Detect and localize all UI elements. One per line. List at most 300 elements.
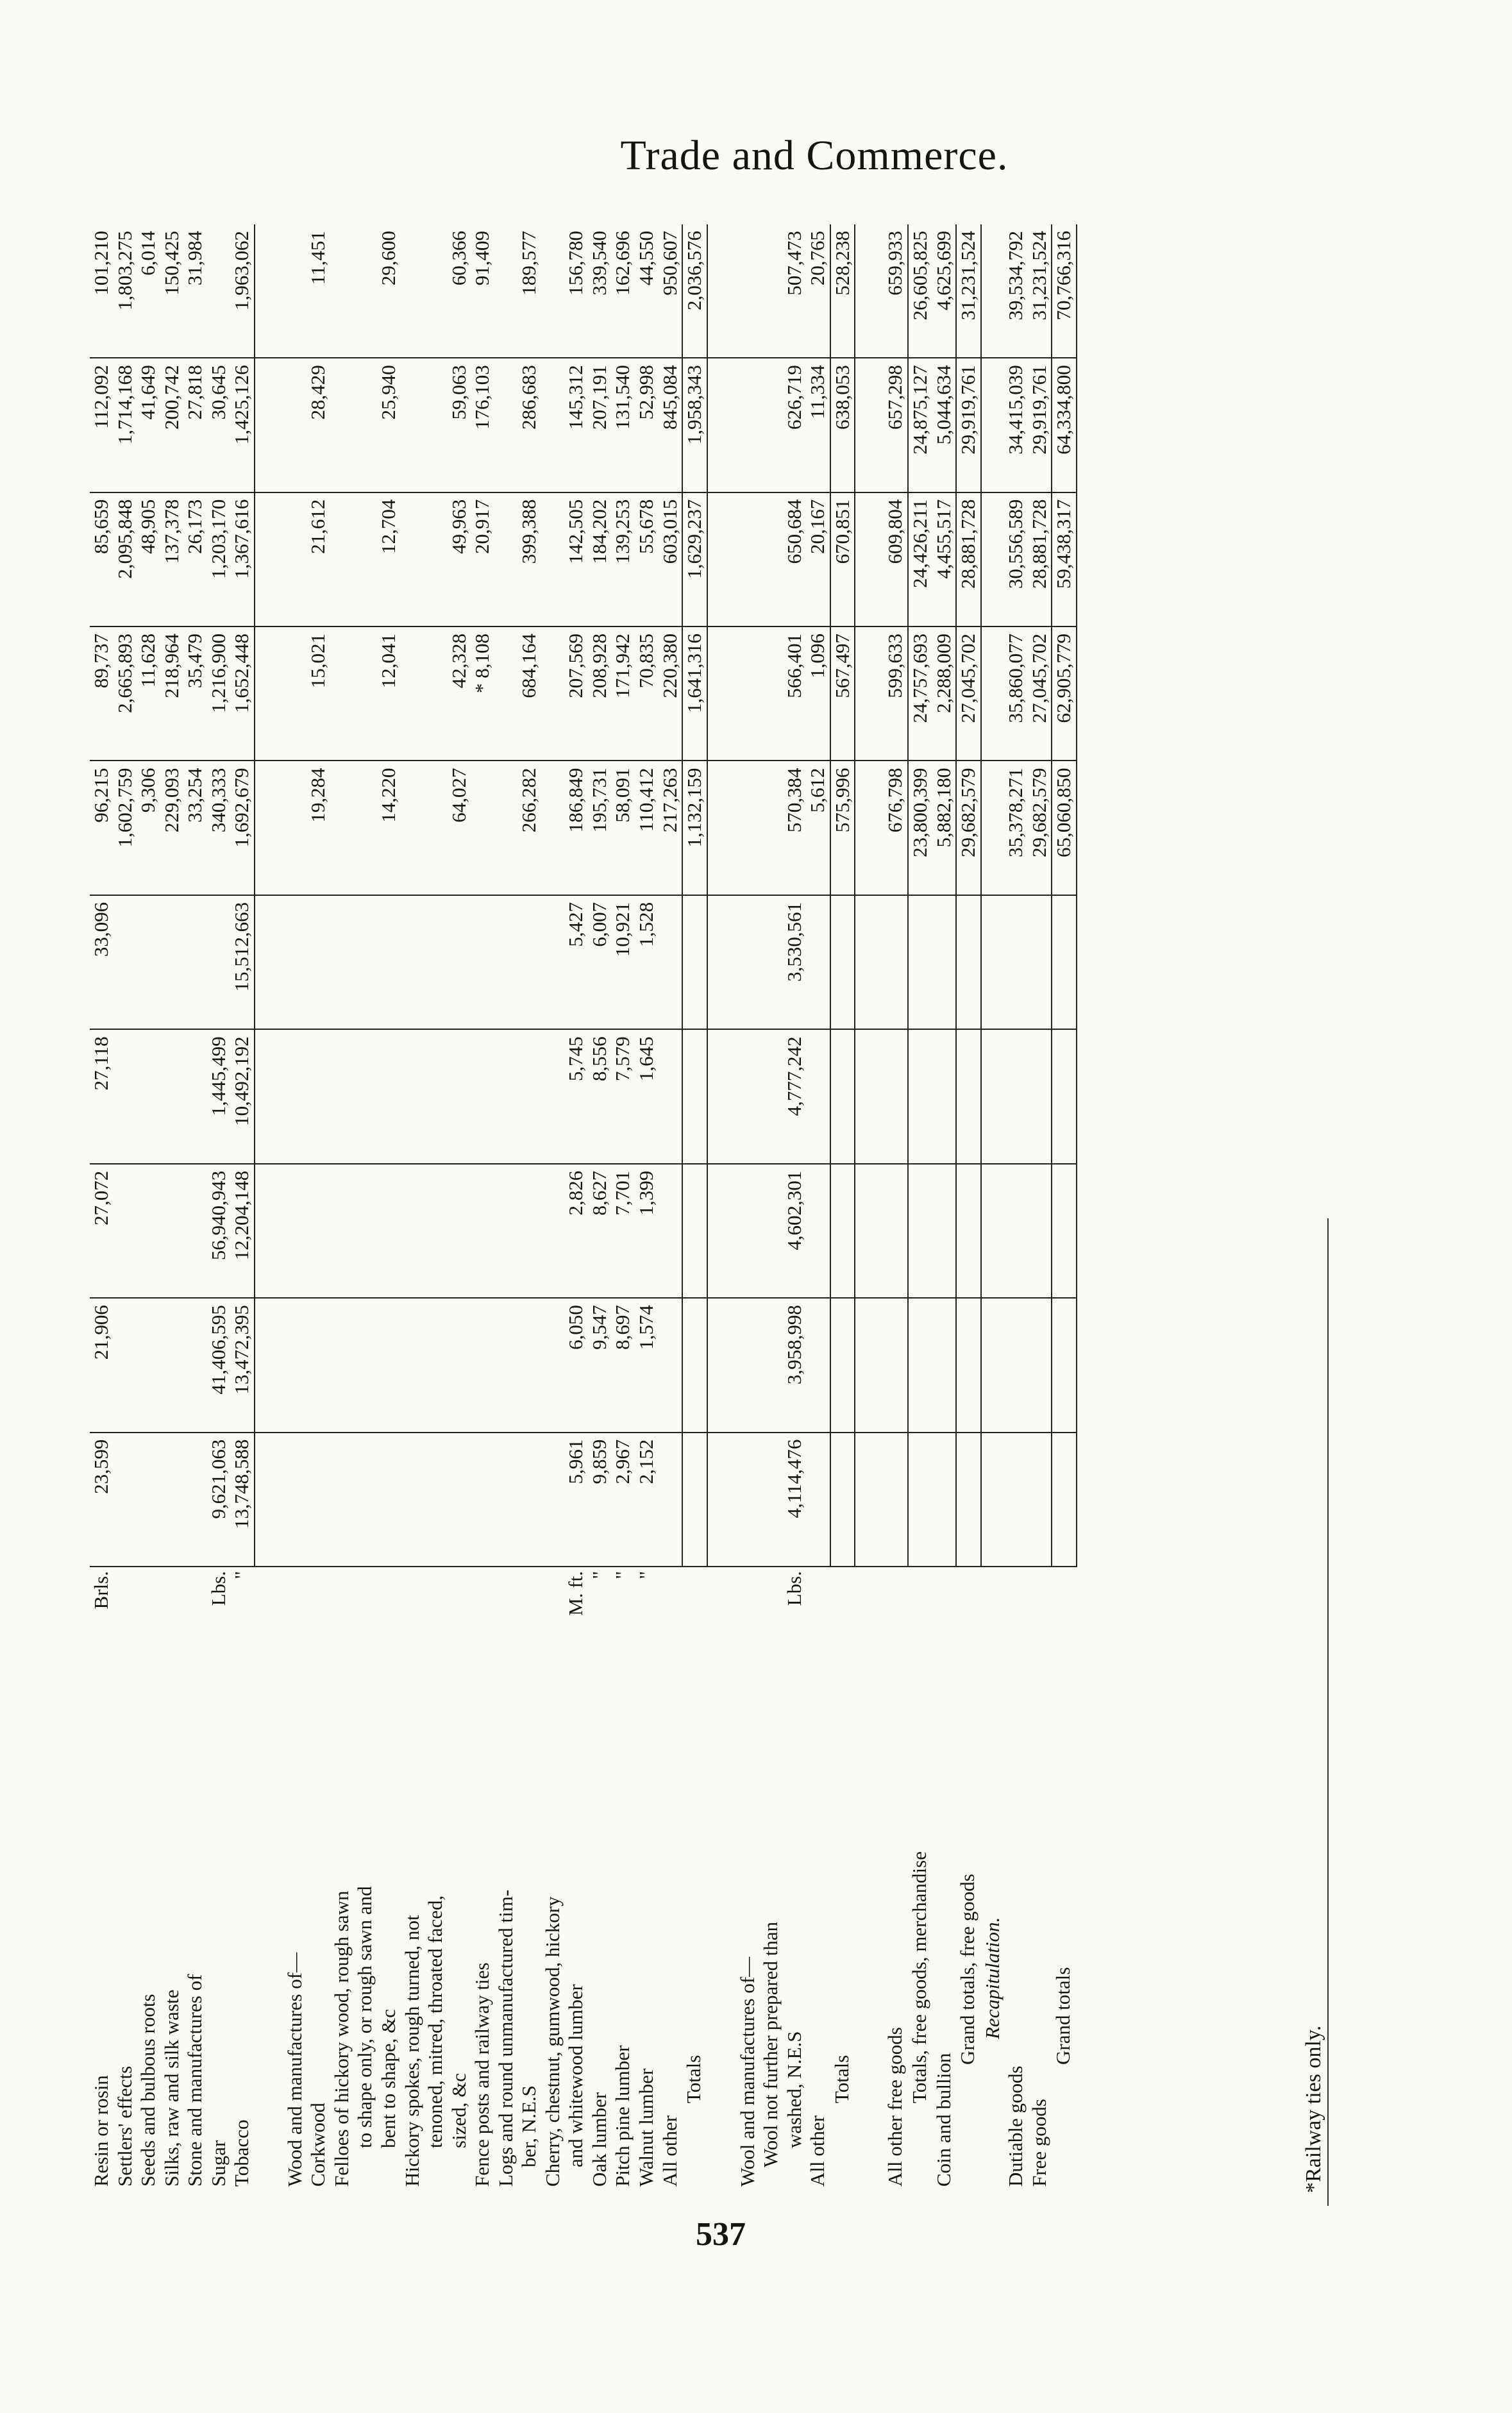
table-cell bbox=[682, 1298, 707, 1432]
table-cell: 609,804 bbox=[884, 492, 908, 626]
table-cell: 650,684 bbox=[783, 492, 807, 626]
table-cell bbox=[884, 1029, 908, 1163]
table-cell bbox=[981, 1029, 1005, 1163]
table-row bbox=[736, 224, 760, 2193]
table-row bbox=[90, 224, 113, 2193]
table-cell: 70,835 bbox=[635, 626, 659, 761]
table-cell: 58,091 bbox=[611, 761, 635, 895]
table-cell bbox=[330, 1164, 354, 1298]
table-cell bbox=[759, 358, 783, 492]
table-cell: 1,216,900 bbox=[207, 626, 231, 761]
table-cell: 29,682,579 bbox=[1028, 761, 1052, 895]
table-cell bbox=[1052, 1298, 1077, 1432]
table-body bbox=[90, 224, 1077, 2193]
table-cell bbox=[707, 895, 736, 1029]
table-cell bbox=[884, 1164, 908, 1298]
table-cell: 5,961 bbox=[564, 1433, 588, 1567]
table-cell bbox=[806, 1029, 830, 1163]
table-row bbox=[956, 224, 981, 2193]
table-cell bbox=[330, 224, 354, 358]
table-cell bbox=[855, 1298, 884, 1432]
table-cell: 567,497 bbox=[830, 626, 855, 761]
table-cell bbox=[401, 761, 424, 895]
row-label bbox=[255, 1622, 283, 2193]
table-cell bbox=[517, 1164, 541, 1298]
table-row bbox=[230, 224, 255, 2193]
table-cell bbox=[759, 626, 783, 761]
row-unit bbox=[330, 1567, 354, 1622]
table-cell bbox=[707, 1029, 736, 1163]
row-unit bbox=[884, 1567, 908, 1622]
table-cell: 286,683 bbox=[517, 358, 541, 492]
row-label: tenoned, mitred, throated faced, bbox=[424, 1895, 447, 2148]
table-cell bbox=[759, 1298, 783, 1432]
table-cell bbox=[137, 1164, 160, 1298]
table-cell: 7,579 bbox=[611, 1029, 635, 1163]
table-cell bbox=[1052, 1029, 1077, 1163]
table-cell bbox=[424, 224, 448, 358]
table-cell: 670,851 bbox=[830, 492, 855, 626]
table-cell: 162,696 bbox=[611, 224, 635, 358]
table-cell: 55,678 bbox=[635, 492, 659, 626]
row-label: Totals bbox=[830, 2055, 853, 2103]
table-cell bbox=[160, 1164, 184, 1298]
row-unit bbox=[682, 1567, 707, 1622]
table-cell bbox=[956, 1164, 981, 1298]
table-cell: 65,060,850 bbox=[1052, 761, 1077, 895]
table-cell bbox=[401, 1164, 424, 1298]
table-cell bbox=[401, 1029, 424, 1163]
table-row bbox=[448, 224, 471, 2193]
table-row bbox=[588, 224, 612, 2193]
table-cell: 23,599 bbox=[90, 1433, 113, 1567]
table-cell bbox=[255, 492, 283, 626]
table-cell bbox=[1028, 1029, 1052, 1163]
row-unit: " bbox=[611, 1571, 634, 1579]
table-cell: 2,967 bbox=[611, 1433, 635, 1567]
table-cell bbox=[448, 1298, 471, 1432]
table-cell bbox=[855, 895, 884, 1029]
table-cell: 64,027 bbox=[448, 761, 471, 895]
table-cell bbox=[448, 1164, 471, 1298]
table-cell bbox=[353, 1433, 377, 1567]
table-cell: 42,328 bbox=[448, 626, 471, 761]
table-cell: 39,534,792 bbox=[1004, 224, 1028, 358]
table-cell bbox=[981, 761, 1005, 895]
table-row bbox=[855, 224, 884, 2193]
table-cell: 13,472,395 bbox=[230, 1298, 255, 1432]
table-cell: 1,629,237 bbox=[682, 492, 707, 626]
table-cell bbox=[377, 1029, 401, 1163]
table-cell bbox=[981, 358, 1005, 492]
table-cell: 2,288,009 bbox=[932, 626, 957, 761]
table-cell bbox=[659, 1029, 683, 1163]
table-cell bbox=[448, 1433, 471, 1567]
table-cell: 208,928 bbox=[588, 626, 612, 761]
table-cell bbox=[307, 1298, 330, 1432]
row-unit bbox=[255, 1567, 283, 1622]
row-label: Wood and manufactures of— bbox=[283, 1952, 306, 2187]
table-cell: 21,906 bbox=[90, 1298, 113, 1432]
table-cell: 35,479 bbox=[183, 626, 207, 761]
table-cell: 33,254 bbox=[183, 761, 207, 895]
table-cell: 12,204,148 bbox=[230, 1164, 255, 1298]
table-cell bbox=[448, 1029, 471, 1163]
table-cell bbox=[884, 1433, 908, 1567]
table-cell bbox=[541, 626, 565, 761]
row-label bbox=[707, 1622, 736, 2193]
table-cell: 171,942 bbox=[611, 626, 635, 761]
row-unit bbox=[401, 1567, 424, 1622]
table-row bbox=[353, 224, 377, 2193]
row-unit: Lbs. bbox=[782, 1571, 805, 1606]
table-cell: 200,742 bbox=[160, 358, 184, 492]
row-label: Silks, raw and silk waste bbox=[160, 1989, 183, 2187]
row-unit bbox=[1004, 1567, 1028, 1622]
table-cell bbox=[1052, 1433, 1077, 1567]
table-cell bbox=[401, 358, 424, 492]
table-cell: 2,826 bbox=[564, 1164, 588, 1298]
table-cell bbox=[283, 358, 307, 492]
table-row bbox=[283, 224, 307, 2193]
page-number: 537 bbox=[696, 2216, 746, 2253]
row-unit bbox=[377, 1567, 401, 1622]
table-cell bbox=[113, 1029, 137, 1163]
table-cell: 60,366 bbox=[448, 224, 471, 358]
row-label: Pitch pine lumber bbox=[611, 2045, 634, 2187]
table-cell bbox=[908, 1298, 932, 1432]
table-cell: 31,984 bbox=[183, 224, 207, 358]
table-cell: 48,905 bbox=[137, 492, 160, 626]
table-cell bbox=[401, 895, 424, 1029]
row-unit bbox=[707, 1567, 736, 1622]
table-row bbox=[307, 224, 330, 2193]
row-unit bbox=[1028, 1567, 1052, 1622]
row-label: Fence posts and railway ties bbox=[471, 1962, 494, 2187]
table-cell: 20,917 bbox=[471, 492, 494, 626]
table-cell: 10,492,192 bbox=[230, 1029, 255, 1163]
table-cell bbox=[707, 492, 736, 626]
row-label: Wool and manufactures of— bbox=[735, 1956, 759, 2187]
table-row bbox=[564, 224, 588, 2193]
table-cell bbox=[207, 224, 231, 358]
table-cell: 10,921 bbox=[611, 895, 635, 1029]
table-cell bbox=[759, 492, 783, 626]
table-cell: 1,203,170 bbox=[207, 492, 231, 626]
table-cell: 29,682,579 bbox=[956, 761, 981, 895]
table-cell bbox=[759, 224, 783, 358]
table-row bbox=[806, 224, 830, 2193]
table-cell: 1,714,168 bbox=[113, 358, 137, 492]
table-row bbox=[932, 224, 957, 2193]
table-cell bbox=[830, 1298, 855, 1432]
table-cell bbox=[806, 895, 830, 1029]
row-label: Cherry, chestnut, gumwood, hickory bbox=[541, 1896, 564, 2187]
table-cell bbox=[255, 1433, 283, 1567]
row-label: to shape only, or rough sawn and bbox=[353, 1886, 376, 2148]
table-cell: 1,425,126 bbox=[230, 358, 255, 492]
row-unit bbox=[932, 1567, 957, 1622]
table-cell bbox=[1004, 1433, 1028, 1567]
table-cell: 217,263 bbox=[659, 761, 683, 895]
table-cell: 21,612 bbox=[307, 492, 330, 626]
row-unit: " bbox=[587, 1571, 610, 1579]
table-cell: 657,298 bbox=[884, 358, 908, 492]
table-cell: 207,191 bbox=[588, 358, 612, 492]
table-cell: 3,958,998 bbox=[783, 1298, 807, 1432]
table-cell: 12,041 bbox=[377, 626, 401, 761]
row-unit bbox=[517, 1567, 541, 1622]
table-cell: 28,429 bbox=[307, 358, 330, 492]
table-cell bbox=[401, 492, 424, 626]
table-cell bbox=[494, 224, 518, 358]
table-cell bbox=[330, 358, 354, 492]
table-cell bbox=[494, 626, 518, 761]
table-cell bbox=[736, 358, 760, 492]
table-cell: 1,958,343 bbox=[682, 358, 707, 492]
table-cell bbox=[736, 761, 760, 895]
table-cell bbox=[830, 1164, 855, 1298]
table-cell bbox=[707, 626, 736, 761]
table-cell bbox=[759, 1164, 783, 1298]
table-cell bbox=[855, 224, 884, 358]
footnote: *Railway ties only. bbox=[1302, 2025, 1325, 2193]
table-cell: 1,963,062 bbox=[230, 224, 255, 358]
table-cell: 1,641,316 bbox=[682, 626, 707, 761]
table-cell bbox=[1028, 1164, 1052, 1298]
table-cell: 220,380 bbox=[659, 626, 683, 761]
table-cell: 30,556,589 bbox=[1004, 492, 1028, 626]
table-cell bbox=[424, 1298, 448, 1432]
table-cell bbox=[494, 895, 518, 1029]
table-cell: 676,798 bbox=[884, 761, 908, 895]
table-cell bbox=[330, 895, 354, 1029]
table-cell bbox=[659, 1433, 683, 1567]
table-cell: 2,152 bbox=[635, 1433, 659, 1567]
row-label: Felloes of hickory wood, rough sawn bbox=[330, 1890, 353, 2187]
table-cell bbox=[541, 492, 565, 626]
table-cell bbox=[255, 1298, 283, 1432]
table-cell bbox=[956, 1433, 981, 1567]
row-label: Hickory spokes, rough turned, not bbox=[400, 1915, 423, 2187]
table-row bbox=[908, 224, 932, 2193]
table-cell bbox=[517, 1433, 541, 1567]
table-cell bbox=[494, 1298, 518, 1432]
table-cell bbox=[471, 1164, 494, 1298]
table-cell bbox=[401, 626, 424, 761]
row-label: sized, &c bbox=[447, 2072, 470, 2148]
row-label: Grand totals, free goods bbox=[956, 1874, 979, 2065]
table-cell: 70,766,316 bbox=[1052, 224, 1077, 358]
table-cell: 27,045,702 bbox=[956, 626, 981, 761]
table-cell: 659,933 bbox=[884, 224, 908, 358]
table-cell bbox=[183, 1298, 207, 1432]
table-cell bbox=[884, 1298, 908, 1432]
table-cell bbox=[330, 626, 354, 761]
table-cell bbox=[908, 895, 932, 1029]
table-row bbox=[1052, 224, 1077, 2193]
table-cell: 110,412 bbox=[635, 761, 659, 895]
row-unit bbox=[307, 1567, 330, 1622]
table-cell bbox=[517, 895, 541, 1029]
table-cell bbox=[1052, 895, 1077, 1029]
table-row bbox=[471, 224, 494, 2193]
table-cell: 399,388 bbox=[517, 492, 541, 626]
table-cell: 2,095,848 bbox=[113, 492, 137, 626]
table-cell bbox=[908, 1433, 932, 1567]
table-cell: 845,084 bbox=[659, 358, 683, 492]
table-cell bbox=[517, 1298, 541, 1432]
table-cell bbox=[759, 761, 783, 895]
table-row bbox=[113, 224, 137, 2193]
table-cell: 91,409 bbox=[471, 224, 494, 358]
table-cell bbox=[981, 1164, 1005, 1298]
table-cell: 4,625,699 bbox=[932, 224, 957, 358]
table-cell bbox=[541, 761, 565, 895]
table-cell bbox=[541, 1298, 565, 1432]
row-unit bbox=[113, 1567, 137, 1622]
table-cell: 6,007 bbox=[588, 895, 612, 1029]
table-cell bbox=[471, 1433, 494, 1567]
table-row bbox=[541, 224, 565, 2193]
table-cell bbox=[736, 224, 760, 358]
table-cell bbox=[183, 895, 207, 1029]
table-cell bbox=[855, 492, 884, 626]
table-cell: 89,737 bbox=[90, 626, 113, 761]
table-cell: 28,881,728 bbox=[1028, 492, 1052, 626]
table-cell: 507,473 bbox=[783, 224, 807, 358]
table-row bbox=[494, 224, 518, 2193]
page-header bbox=[0, 0, 1512, 192]
table-cell: 9,621,063 bbox=[207, 1433, 231, 1567]
table-cell bbox=[401, 1433, 424, 1567]
row-label: Sugar bbox=[206, 2140, 230, 2187]
table-cell bbox=[494, 1433, 518, 1567]
table-cell bbox=[981, 1298, 1005, 1432]
table-cell: 4,114,476 bbox=[783, 1433, 807, 1567]
table-cell bbox=[283, 1298, 307, 1432]
table-cell: 186,849 bbox=[564, 761, 588, 895]
row-label: and whitewood lumber bbox=[564, 1984, 587, 2167]
table-cell: 1,399 bbox=[635, 1164, 659, 1298]
rotated-table bbox=[90, 224, 1347, 2193]
table-cell: 27,072 bbox=[90, 1164, 113, 1298]
row-label: Oak lumber bbox=[587, 2092, 610, 2187]
table-cell bbox=[682, 1433, 707, 1567]
table-cell bbox=[707, 1298, 736, 1432]
table-cell: 62,905,779 bbox=[1052, 626, 1077, 761]
table-cell bbox=[113, 1433, 137, 1567]
table-cell: 1,803,275 bbox=[113, 224, 137, 358]
table-cell bbox=[494, 1029, 518, 1163]
row-label: Settlers' effects bbox=[113, 2065, 136, 2187]
row-unit bbox=[353, 1567, 377, 1622]
row-label: All other bbox=[658, 2115, 681, 2187]
row-label: Totals, free goods, merchandise bbox=[907, 1851, 930, 2103]
table-cell bbox=[908, 1029, 932, 1163]
table-cell: 7,701 bbox=[611, 1164, 635, 1298]
table-cell bbox=[377, 895, 401, 1029]
table-cell bbox=[330, 492, 354, 626]
table-cell: 49,963 bbox=[448, 492, 471, 626]
table-cell bbox=[981, 626, 1005, 761]
table-cell: 950,607 bbox=[659, 224, 683, 358]
row-label: Dutiable goods bbox=[1004, 2065, 1027, 2187]
table-cell bbox=[353, 1298, 377, 1432]
table-cell: 8,556 bbox=[588, 1029, 612, 1163]
table-cell: 112,092 bbox=[90, 358, 113, 492]
table-cell: 156,780 bbox=[564, 224, 588, 358]
table-cell bbox=[932, 1029, 957, 1163]
table-cell bbox=[659, 1164, 683, 1298]
table-cell: 25,940 bbox=[377, 358, 401, 492]
trade-table-container bbox=[90, 224, 1347, 2193]
table-cell bbox=[707, 358, 736, 492]
table-cell: 13,748,588 bbox=[230, 1433, 255, 1567]
row-label: Resin or rosin bbox=[90, 2075, 112, 2187]
row-label: Seeds and bulbous roots bbox=[137, 1994, 160, 2187]
table-cell: 189,577 bbox=[517, 224, 541, 358]
table-cell bbox=[932, 1164, 957, 1298]
table-cell: 150,425 bbox=[160, 224, 184, 358]
row-unit bbox=[283, 1567, 307, 1622]
row-unit bbox=[659, 1567, 683, 1622]
table-cell: 31,231,524 bbox=[956, 224, 981, 358]
table-cell: 24,426,211 bbox=[908, 492, 932, 626]
table-cell: 96,215 bbox=[90, 761, 113, 895]
table-cell: 11,334 bbox=[806, 358, 830, 492]
table-cell: 27,045,702 bbox=[1028, 626, 1052, 761]
table-cell bbox=[806, 1164, 830, 1298]
table-cell: 41,649 bbox=[137, 358, 160, 492]
table-cell: 6,050 bbox=[564, 1298, 588, 1432]
table-cell bbox=[956, 1298, 981, 1432]
table-cell: 59,438,317 bbox=[1052, 492, 1077, 626]
table-cell: 1,132,159 bbox=[682, 761, 707, 895]
table-cell bbox=[307, 895, 330, 1029]
table-cell bbox=[830, 1029, 855, 1163]
table-cell bbox=[736, 895, 760, 1029]
table-cell: 9,859 bbox=[588, 1433, 612, 1567]
table-cell bbox=[1028, 1433, 1052, 1567]
table-cell bbox=[494, 1164, 518, 1298]
table-row bbox=[611, 224, 635, 2193]
table-cell bbox=[682, 1029, 707, 1163]
table-cell bbox=[494, 358, 518, 492]
table-cell: 6,014 bbox=[137, 224, 160, 358]
table-cell: 34,415,039 bbox=[1004, 358, 1028, 492]
table-cell: 5,427 bbox=[564, 895, 588, 1029]
table-cell bbox=[255, 761, 283, 895]
table-cell bbox=[855, 1029, 884, 1163]
footnote-rule bbox=[1327, 1218, 1329, 2206]
table-cell: 14,220 bbox=[377, 761, 401, 895]
table-cell: 2,665,893 bbox=[113, 626, 137, 761]
table-cell bbox=[855, 761, 884, 895]
row-label: Tobacco bbox=[230, 2119, 253, 2187]
table-row bbox=[1004, 224, 1028, 2193]
table-cell bbox=[353, 224, 377, 358]
table-cell: 5,745 bbox=[564, 1029, 588, 1163]
table-cell bbox=[981, 895, 1005, 1029]
table-cell: 1,692,679 bbox=[230, 761, 255, 895]
table-cell: 339,540 bbox=[588, 224, 612, 358]
table-cell bbox=[424, 1433, 448, 1567]
table-cell: 1,645 bbox=[635, 1029, 659, 1163]
table-row bbox=[1028, 224, 1052, 2193]
table-row bbox=[377, 224, 401, 2193]
table-cell: 19,284 bbox=[307, 761, 330, 895]
